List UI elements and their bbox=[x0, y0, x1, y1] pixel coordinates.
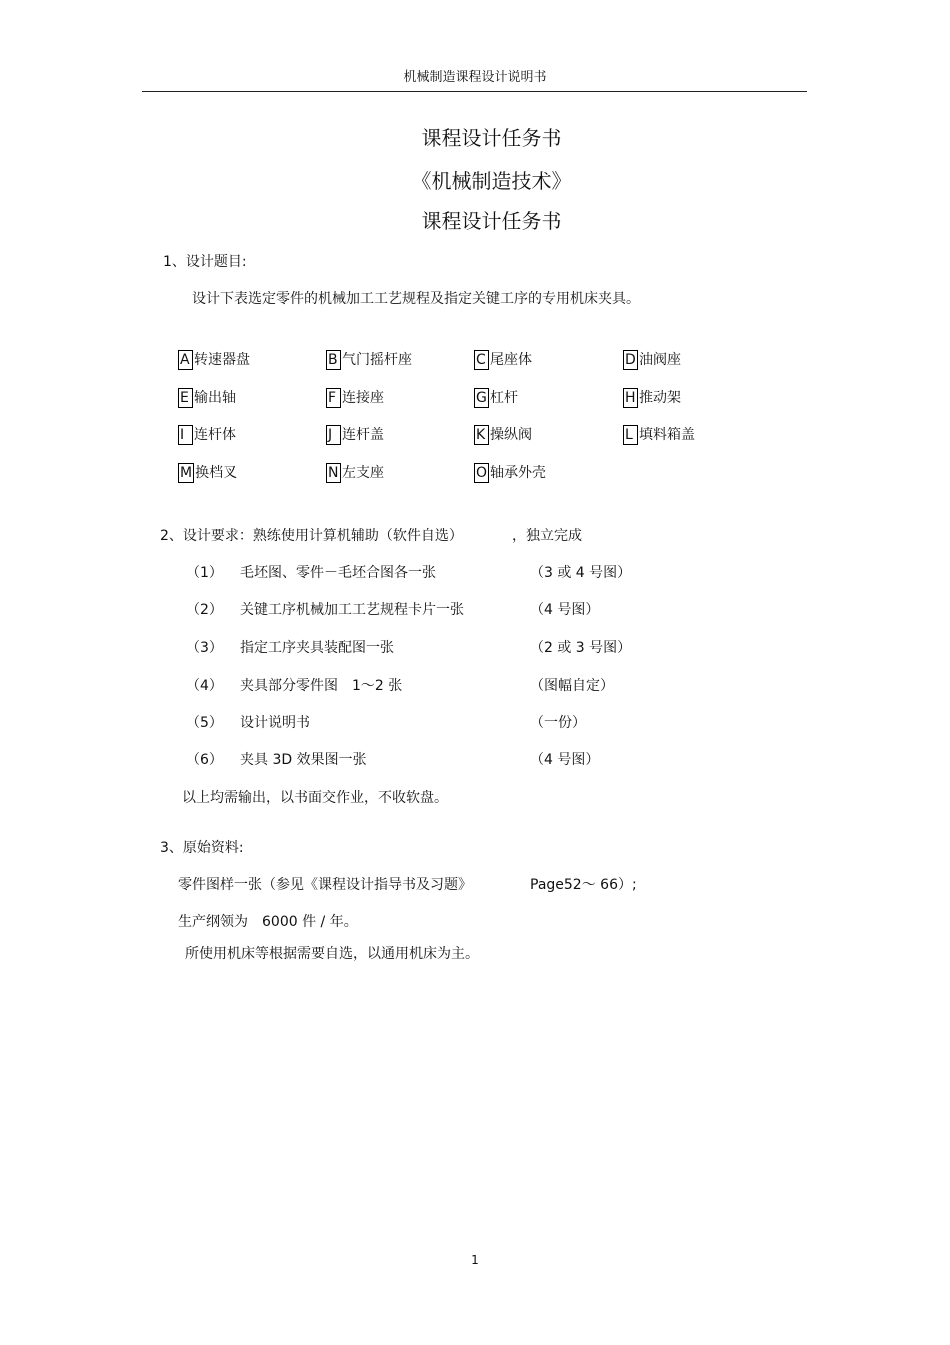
part-code: A bbox=[178, 350, 193, 370]
part-name: 尾座体 bbox=[490, 352, 532, 368]
requirement-note: （图幅自定） bbox=[530, 678, 614, 694]
part-name: 气门摇杆座 bbox=[342, 352, 412, 368]
part-item bbox=[623, 349, 681, 370]
part-item bbox=[623, 387, 681, 408]
part-name: 杠杆 bbox=[490, 390, 518, 406]
requirement-number: （6） bbox=[186, 752, 223, 768]
part-item bbox=[623, 424, 695, 445]
part-code: L bbox=[623, 425, 638, 445]
part-code: C bbox=[474, 350, 489, 370]
part-code: H bbox=[623, 388, 638, 408]
source-line-1-pages: Page52～ 66）; bbox=[530, 877, 637, 893]
requirement-note: （4 号图） bbox=[530, 752, 600, 768]
part-name: 转速器盘 bbox=[194, 352, 250, 368]
part-item bbox=[474, 462, 546, 483]
part-name: 轴承外壳 bbox=[490, 465, 547, 481]
requirement-note: （4 号图） bbox=[530, 602, 600, 618]
section3-heading: 3、原始资料: bbox=[160, 840, 244, 856]
part-item bbox=[474, 387, 518, 408]
part-name: 连杆盖 bbox=[342, 427, 384, 443]
requirement-note: （2 或 3 号图） bbox=[530, 640, 632, 656]
requirement-note: （一份） bbox=[530, 715, 586, 731]
section2-heading-tail: ，独立完成 bbox=[512, 528, 582, 544]
part-code: O bbox=[476, 465, 488, 481]
part-code: F bbox=[326, 388, 341, 408]
requirement-text: 毛坯图、零件－毛坯合图各一张 bbox=[240, 565, 436, 581]
section1-heading: 1、设计题目: bbox=[163, 254, 247, 270]
part-code: N bbox=[326, 463, 341, 483]
part-name: 推动架 bbox=[639, 390, 681, 406]
section1-description: 设计下表选定零件的机械加工工艺规程及指定关键工序的专用机床夹具。 bbox=[192, 291, 640, 307]
title-line-2: 《机械制造技术》 bbox=[411, 169, 572, 193]
part-item bbox=[326, 387, 384, 408]
part-item bbox=[178, 349, 250, 370]
part-code: J bbox=[326, 425, 341, 445]
page-number: 1 bbox=[471, 1253, 479, 1267]
source-line-3: 所使用机床等根据需要自选，以通用机床为主。 bbox=[185, 946, 479, 962]
requirement-number: （5） bbox=[186, 715, 223, 731]
part-code: M bbox=[180, 465, 193, 481]
part-item bbox=[474, 424, 532, 445]
part-name: 换档叉 bbox=[195, 465, 238, 481]
part-code: B bbox=[326, 350, 341, 370]
requirement-number: （4） bbox=[186, 678, 223, 694]
title-line-1: 课程设计任务书 bbox=[421, 126, 562, 150]
requirement-number: （1） bbox=[186, 565, 223, 581]
title-line-3: 课程设计任务书 bbox=[421, 209, 562, 233]
part-code: D bbox=[623, 350, 638, 370]
requirement-text: 指定工序夹具装配图一张 bbox=[240, 640, 394, 656]
requirement-number: （3） bbox=[186, 640, 223, 656]
part-name: 填料箱盖 bbox=[639, 427, 695, 443]
part-code: E bbox=[178, 388, 193, 408]
section2-footer: 以上均需输出，以书面交作业，不收软盘。 bbox=[182, 790, 448, 806]
part-item bbox=[326, 424, 384, 445]
part-item bbox=[474, 349, 532, 370]
part-code: I bbox=[178, 425, 193, 445]
requirement-note: （3 或 4 号图） bbox=[530, 565, 632, 581]
part-name: 连杆体 bbox=[194, 427, 236, 443]
running-header: 机械制造课程设计说明书 bbox=[403, 70, 547, 85]
part-name: 左支座 bbox=[342, 465, 384, 481]
part-item bbox=[326, 462, 384, 483]
part-name: 油阀座 bbox=[639, 352, 681, 368]
requirement-number: （2） bbox=[186, 602, 223, 618]
requirement-text: 夹具 3D 效果图一张 bbox=[240, 752, 367, 768]
part-name: 操纵阀 bbox=[490, 427, 532, 443]
part-item bbox=[178, 387, 236, 408]
part-name: 输出轴 bbox=[194, 390, 236, 406]
part-item bbox=[178, 424, 236, 445]
part-name: 连接座 bbox=[342, 390, 384, 406]
source-line-1: 零件图样一张（参见《课程设计指导书及习题》 bbox=[178, 877, 472, 893]
requirement-text: 夹具部分零件图 1～2 张 bbox=[240, 678, 403, 694]
part-code: G bbox=[474, 388, 489, 408]
part-code: K bbox=[474, 425, 489, 445]
source-line-2: 生产纲领为 6000 件 / 年。 bbox=[178, 914, 358, 930]
requirement-text: 关键工序机械加工工艺规程卡片一张 bbox=[240, 602, 464, 618]
requirement-text: 设计说明书 bbox=[240, 715, 310, 731]
section2-heading: 2、设计要求：熟练使用计算机辅助（软件自选） bbox=[160, 528, 463, 544]
part-item bbox=[178, 462, 237, 483]
header-rule bbox=[142, 91, 807, 92]
part-item bbox=[326, 349, 412, 370]
